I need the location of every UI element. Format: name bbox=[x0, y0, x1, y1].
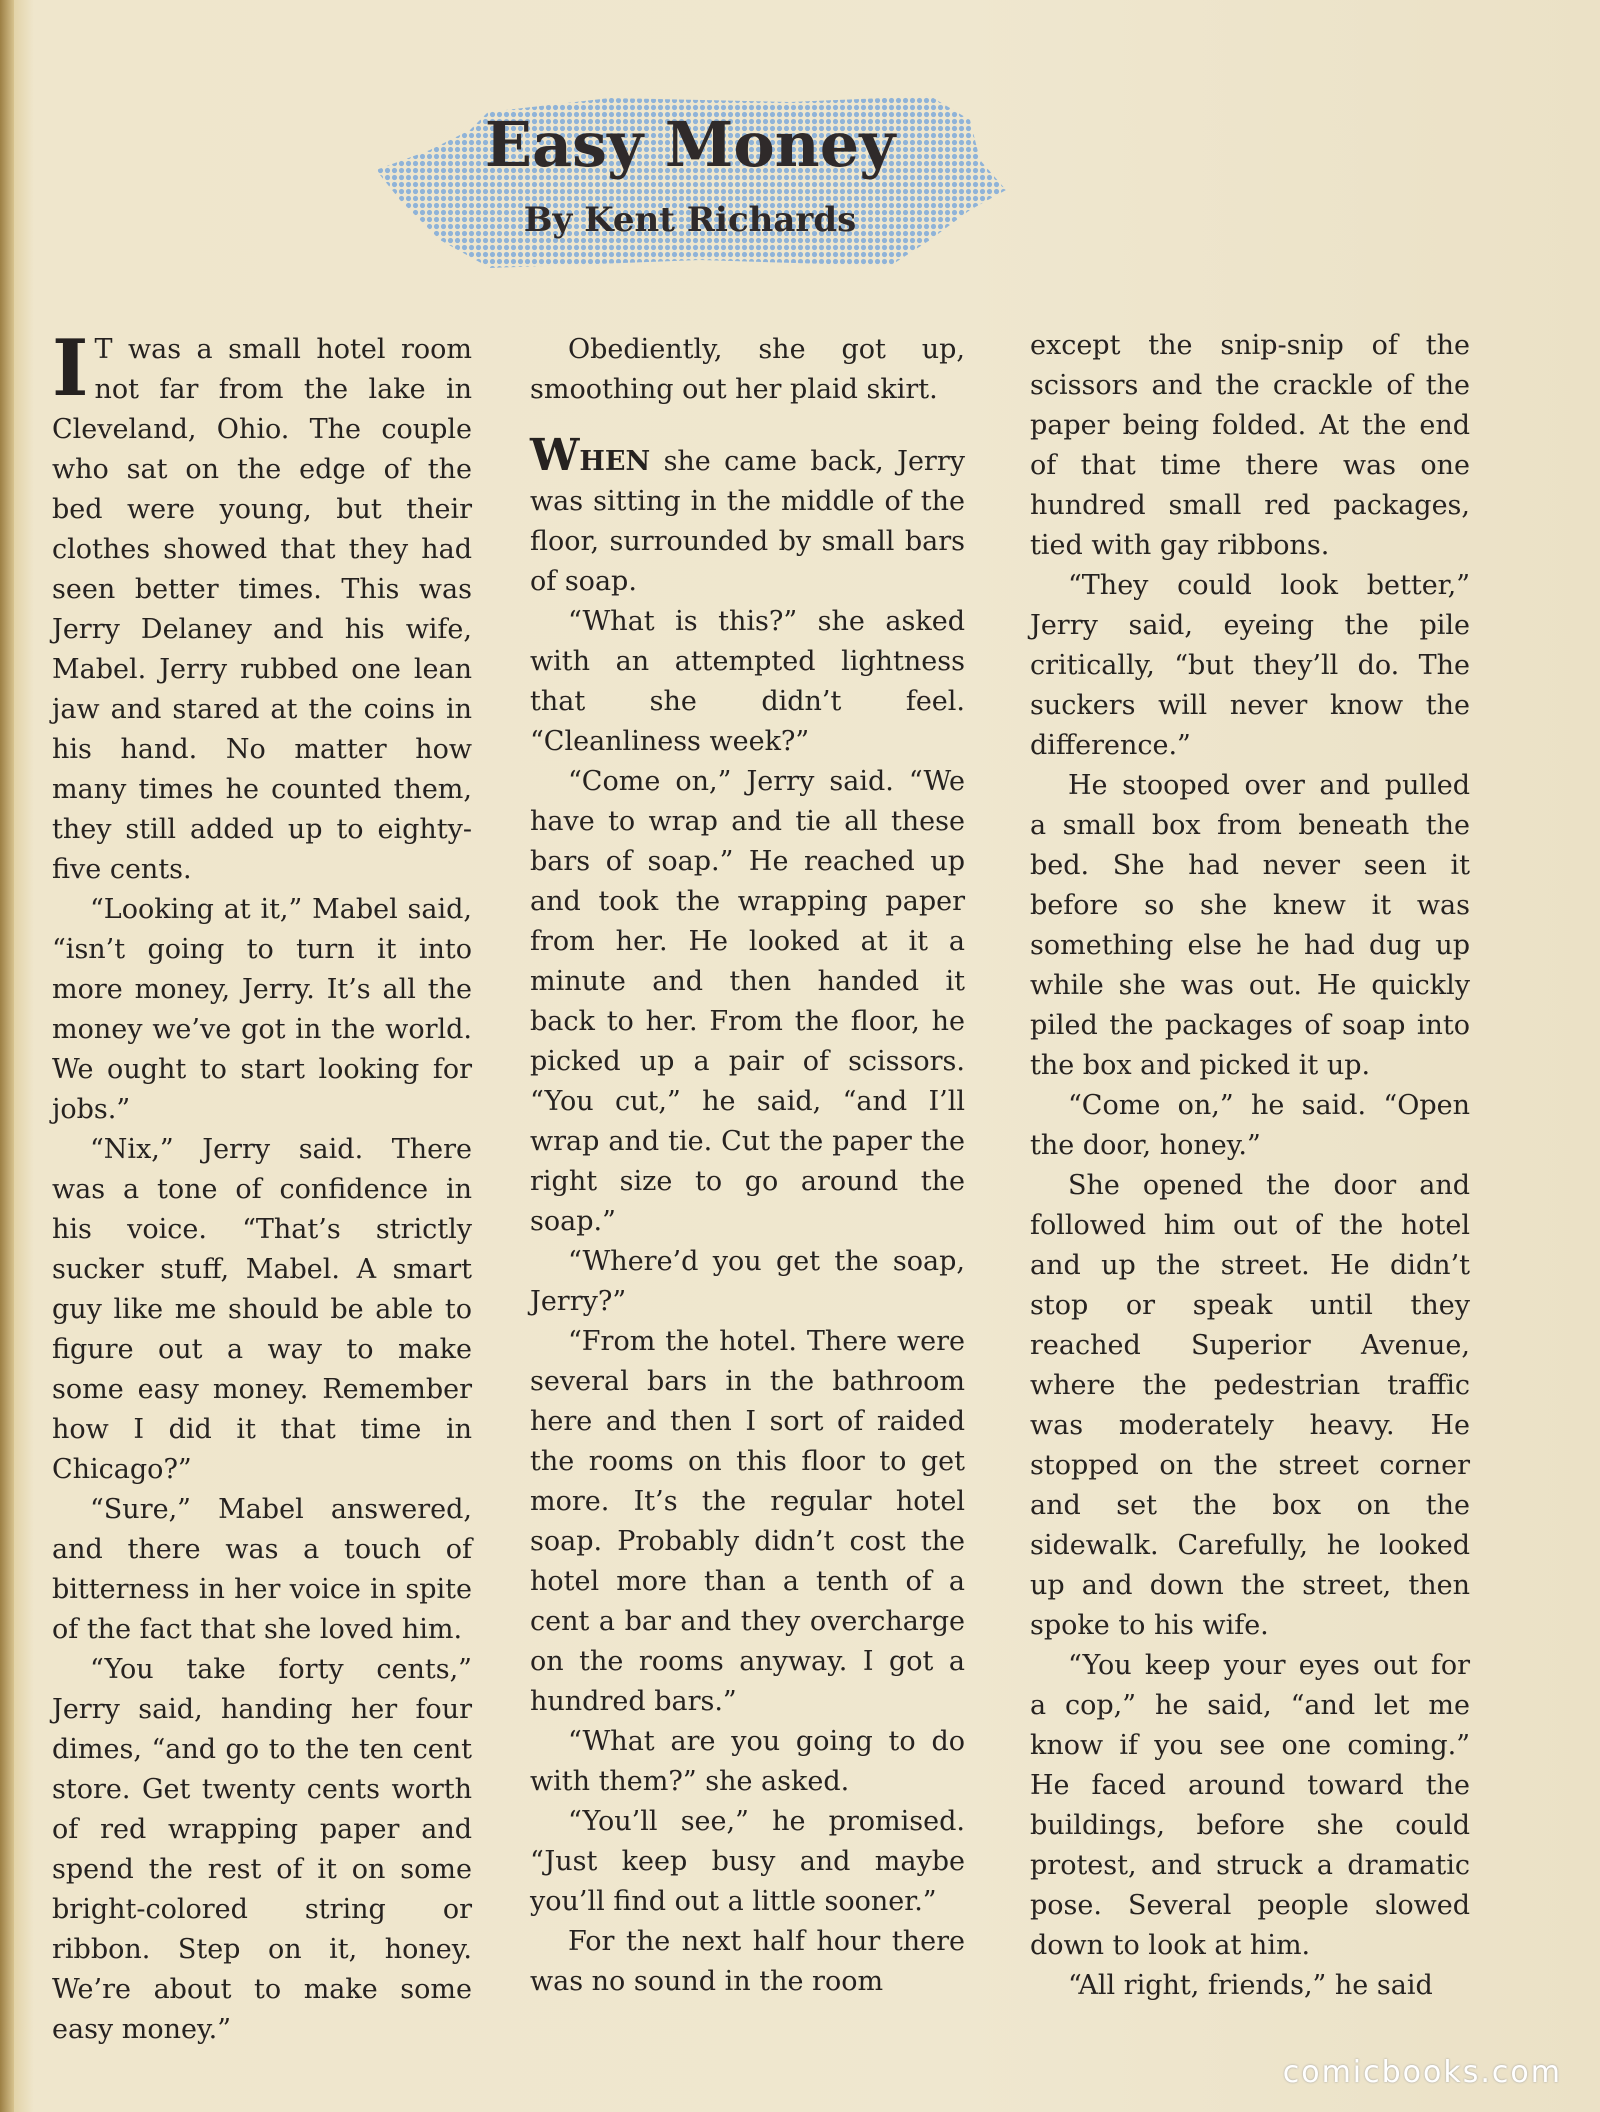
text-column-2 bbox=[530, 330, 965, 2002]
page-spine-shadow bbox=[0, 0, 14, 2112]
paragraph bbox=[530, 430, 965, 602]
paragraph: “Nix,” Jerry said. There was a tone of confidence in his voice. “That’s strictly sucker stuff, Mabel. A smart guy like me should be able to figure out a way to make some easy money. Remember how I did it that time in Chicago?” bbox=[52, 1134, 472, 1485]
paragraph: “Come on,” he said. “Open the door, honey.” bbox=[1030, 1090, 1470, 1161]
title-banner bbox=[370, 90, 1010, 275]
paragraph: “What is this?” she asked with an attempted lightness that she didn’t feel. “Cleanliness week?” bbox=[530, 606, 965, 757]
paragraph: “You keep your eyes out for a cop,” he said, “and let me know if you see one coming.” He faced around toward the buildings, before she could protest, and struck a dramatic pose. Several people slowed down to look at him. bbox=[1030, 1650, 1470, 1961]
text-column-1 bbox=[52, 323, 472, 2050]
paragraph: “You take forty cents,” Jerry said, handing her four dimes, “and go to the ten cent store. Get twenty cents worth of red wrapping paper and spend the rest of it on some bright-colored string or ribbon. Step on it, honey. We’re about to make some easy money.” bbox=[52, 1654, 472, 2045]
paragraph: “From the hotel. There were several bars in the bathroom here and then I sort of raided the rooms on this floor to get more. It’s the regular hotel soap. Probably didn’t cost the hotel more than a tenth of a cent a bar and they overcharge on the rooms anyway. I got a hundred bars.” bbox=[530, 1326, 965, 1717]
paragraph: For the next half hour there was no sound in the room bbox=[530, 1926, 965, 1997]
paragraph: “What are you going to do with them?” she asked. bbox=[530, 1726, 965, 1797]
paragraph: She opened the door and followed him out of the hotel and up the street. He didn’t stop or speak until they reached Superior Avenue, where the pedestrian traffic was moderately heavy. He stopped on the street corner and set the box on the sidewalk. Carefully, he looked up and down the street, then spoke to his wife. bbox=[1030, 1170, 1470, 1641]
drop-cap: I bbox=[52, 323, 89, 414]
text-column-3 bbox=[1030, 326, 1470, 2006]
lead-in-text: HEN bbox=[579, 446, 651, 477]
paragraph: He stooped over and pulled a small box from beneath the bed. She had never seen it before so she knew it was something else he had dug up while she was out. He quickly piled the packages of soap into the box and picked it up. bbox=[1030, 770, 1470, 1081]
paragraph: “Looking at it,” Mabel said, “isn’t going to turn it into more money, Jerry. It’s all the money we’ve got in the world. We ought to start looking for jobs.” bbox=[52, 894, 472, 1125]
paragraph-text: she came back, Jerry was sitting in the middle of the floor, surrounded by small bars of soap. bbox=[530, 446, 965, 597]
paragraph: “All right, friends,” he said bbox=[1068, 1970, 1433, 2001]
paragraph: Obediently, she got up, smoothing out her plaid skirt. bbox=[530, 334, 965, 405]
source-watermark: comicbooks.com bbox=[1282, 2055, 1562, 2090]
paragraph: except the snip-snip of the scissors and the crackle of the paper being folded. At the end of that time there was one hundred small red packages, tied with gay ribbons. bbox=[1030, 330, 1470, 561]
drop-cap: W bbox=[530, 430, 580, 481]
article-title: Easy Money bbox=[484, 108, 896, 181]
paragraph: “You’ll see,” he promised. “Just keep busy and maybe you’ll find out a little sooner.” bbox=[530, 1806, 965, 1917]
paragraph bbox=[52, 323, 472, 890]
paragraph: “Come on,” Jerry said. “We have to wrap and tie all these bars of soap.” He reached up and took the wrapping paper from her. He looked at it a minute and then handed it back to her. From the floor, he picked up a pair of scissors. “You cut,” he said, “and I’ll wrap and tie. Cut the paper the right size to go around the soap.” bbox=[530, 766, 965, 1237]
paragraph: “Where’d you get the soap, Jerry?” bbox=[530, 1246, 965, 1317]
paragraph: “Sure,” Mabel answered, and there was a touch of bitterness in her voice in spite of the fact that she loved him. bbox=[52, 1494, 472, 1645]
paragraph: “They could look better,” Jerry said, eyeing the pile critically, “but they’ll do. The suckers will never know the difference.” bbox=[1030, 570, 1470, 761]
article-byline: By Kent Richards bbox=[523, 200, 857, 240]
paragraph-text: T was a small hotel room not far from the lake in Cleveland, Ohio. The couple who sat on the edge of the bed were young, but their clothes showed that they had seen better times. This was Jerry Delaney and his wife, Mabel. Jerry rubbed one lean jaw and stared at the coins in his hand. No matter how many times he counted them, they still added up to eighty-five cents. bbox=[52, 334, 472, 885]
